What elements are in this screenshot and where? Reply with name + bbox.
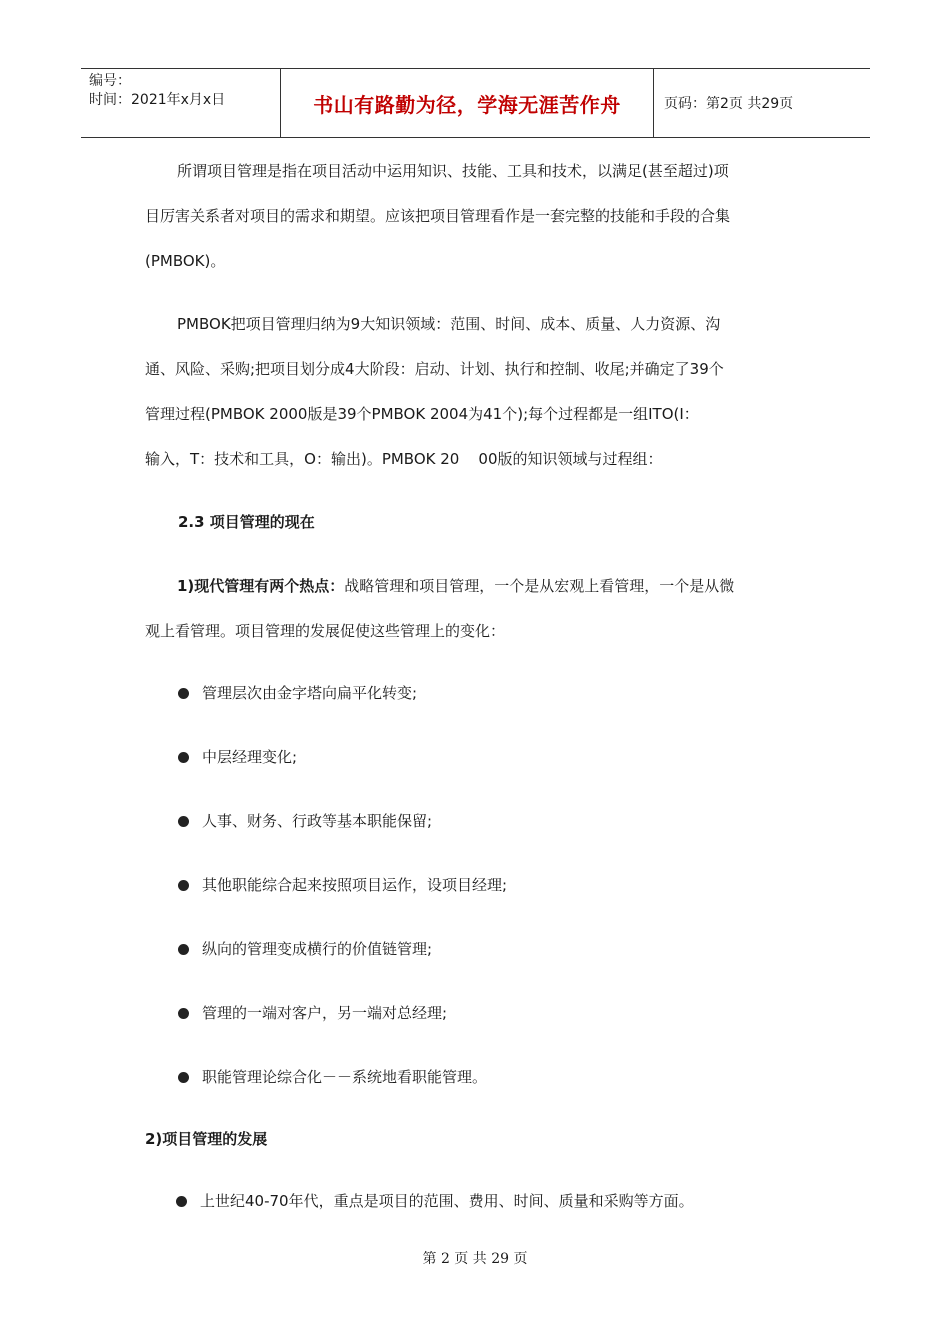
paragraph-line: 战略管理和项目管理，一个是从宏观上看管理，一个是从微 — [344, 577, 735, 595]
bullet-icon — [178, 944, 189, 955]
list-item — [176, 1190, 694, 1212]
header-page-info: 页码：第2页 共29页 — [664, 96, 794, 112]
list-item — [178, 746, 297, 768]
list-item-text: 上世纪40-70年代，重点是项目的范围、费用、时间、质量和采购等方面。 — [200, 1192, 694, 1210]
paragraph-line: 输入，T：技术和工具，O：输出)。PMBOK 20 00版的知识领域与过程组： — [145, 450, 663, 468]
paragraph-line: 管理过程(PMBOK 2000版是39个PMBOK 2004为41个);每个过程都是一组ITO(I： — [145, 405, 699, 423]
bullet-icon — [178, 880, 189, 891]
paragraph-pmbok — [145, 302, 810, 482]
bullet-icon — [178, 816, 189, 827]
list-item-text: 管理的一端对客户，另一端对总经理; — [202, 1004, 448, 1022]
paragraph-hot-points — [145, 564, 810, 654]
list-item-text: 职能管理论综合化－－系统地看职能管理。 — [202, 1068, 488, 1086]
list-item-text: 纵向的管理变成横行的价值链管理; — [202, 940, 433, 958]
list-item — [178, 874, 507, 896]
paragraph-line: PMBOK把项目管理归纳为9大知识领域：范围、时间、成本、质量、人力资源、沟 — [177, 315, 721, 333]
bullet-icon — [176, 1196, 187, 1207]
hot-points-label: 1)现代管理有两个热点： — [177, 577, 345, 595]
page-footer: 第 2 页 共 29 页 — [422, 1251, 528, 1267]
paragraph-line: 通、风险、采购;把项目划分成4大阶段：启动、计划、执行和控制、收尾;并确定了39个 — [145, 360, 724, 378]
list-item — [178, 682, 417, 704]
bullet-icon — [178, 1008, 189, 1019]
bullet-icon — [178, 1072, 189, 1083]
list-item — [178, 810, 432, 832]
date-label: 时间：2021年x月x日 — [89, 92, 226, 108]
list-item — [178, 1002, 447, 1024]
list-item — [178, 938, 432, 960]
document-header — [81, 68, 870, 138]
header-meta-cell — [81, 69, 281, 137]
paragraph-line: 所谓项目管理是指在项目活动中运用知识、技能、工具和技术，以满足(甚至超过)项 — [177, 162, 729, 180]
paragraph-line: 观上看管理。项目管理的发展促使这些管理上的变化： — [145, 622, 506, 640]
paragraph-line: 目厉害关系者对项目的需求和期望。应该把项目管理看作是一套完整的技能和手段的合集 — [145, 207, 731, 225]
number-label: 编号： — [89, 73, 131, 89]
bullet-icon — [178, 688, 189, 699]
paragraph-line: (PMBOK)。 — [145, 252, 226, 270]
list-item-text: 中层经理变化; — [202, 748, 298, 766]
section-heading: 2.3 项目管理的现在 — [178, 513, 315, 531]
list-item — [178, 1066, 487, 1088]
list-item-text: 管理层次由金字塔向扁平化转变; — [202, 684, 418, 702]
list-item-text: 人事、财务、行政等基本职能保留; — [202, 812, 433, 830]
header-motto: 书山有路勤为径，学海无涯苦作舟 — [281, 69, 654, 137]
development-heading: 2)项目管理的发展 — [145, 1130, 268, 1148]
list-item-text: 其他职能综合起来按照项目运作，设项目经理; — [202, 876, 508, 894]
bullet-icon — [178, 752, 189, 763]
paragraph-project-management-definition — [145, 149, 810, 284]
